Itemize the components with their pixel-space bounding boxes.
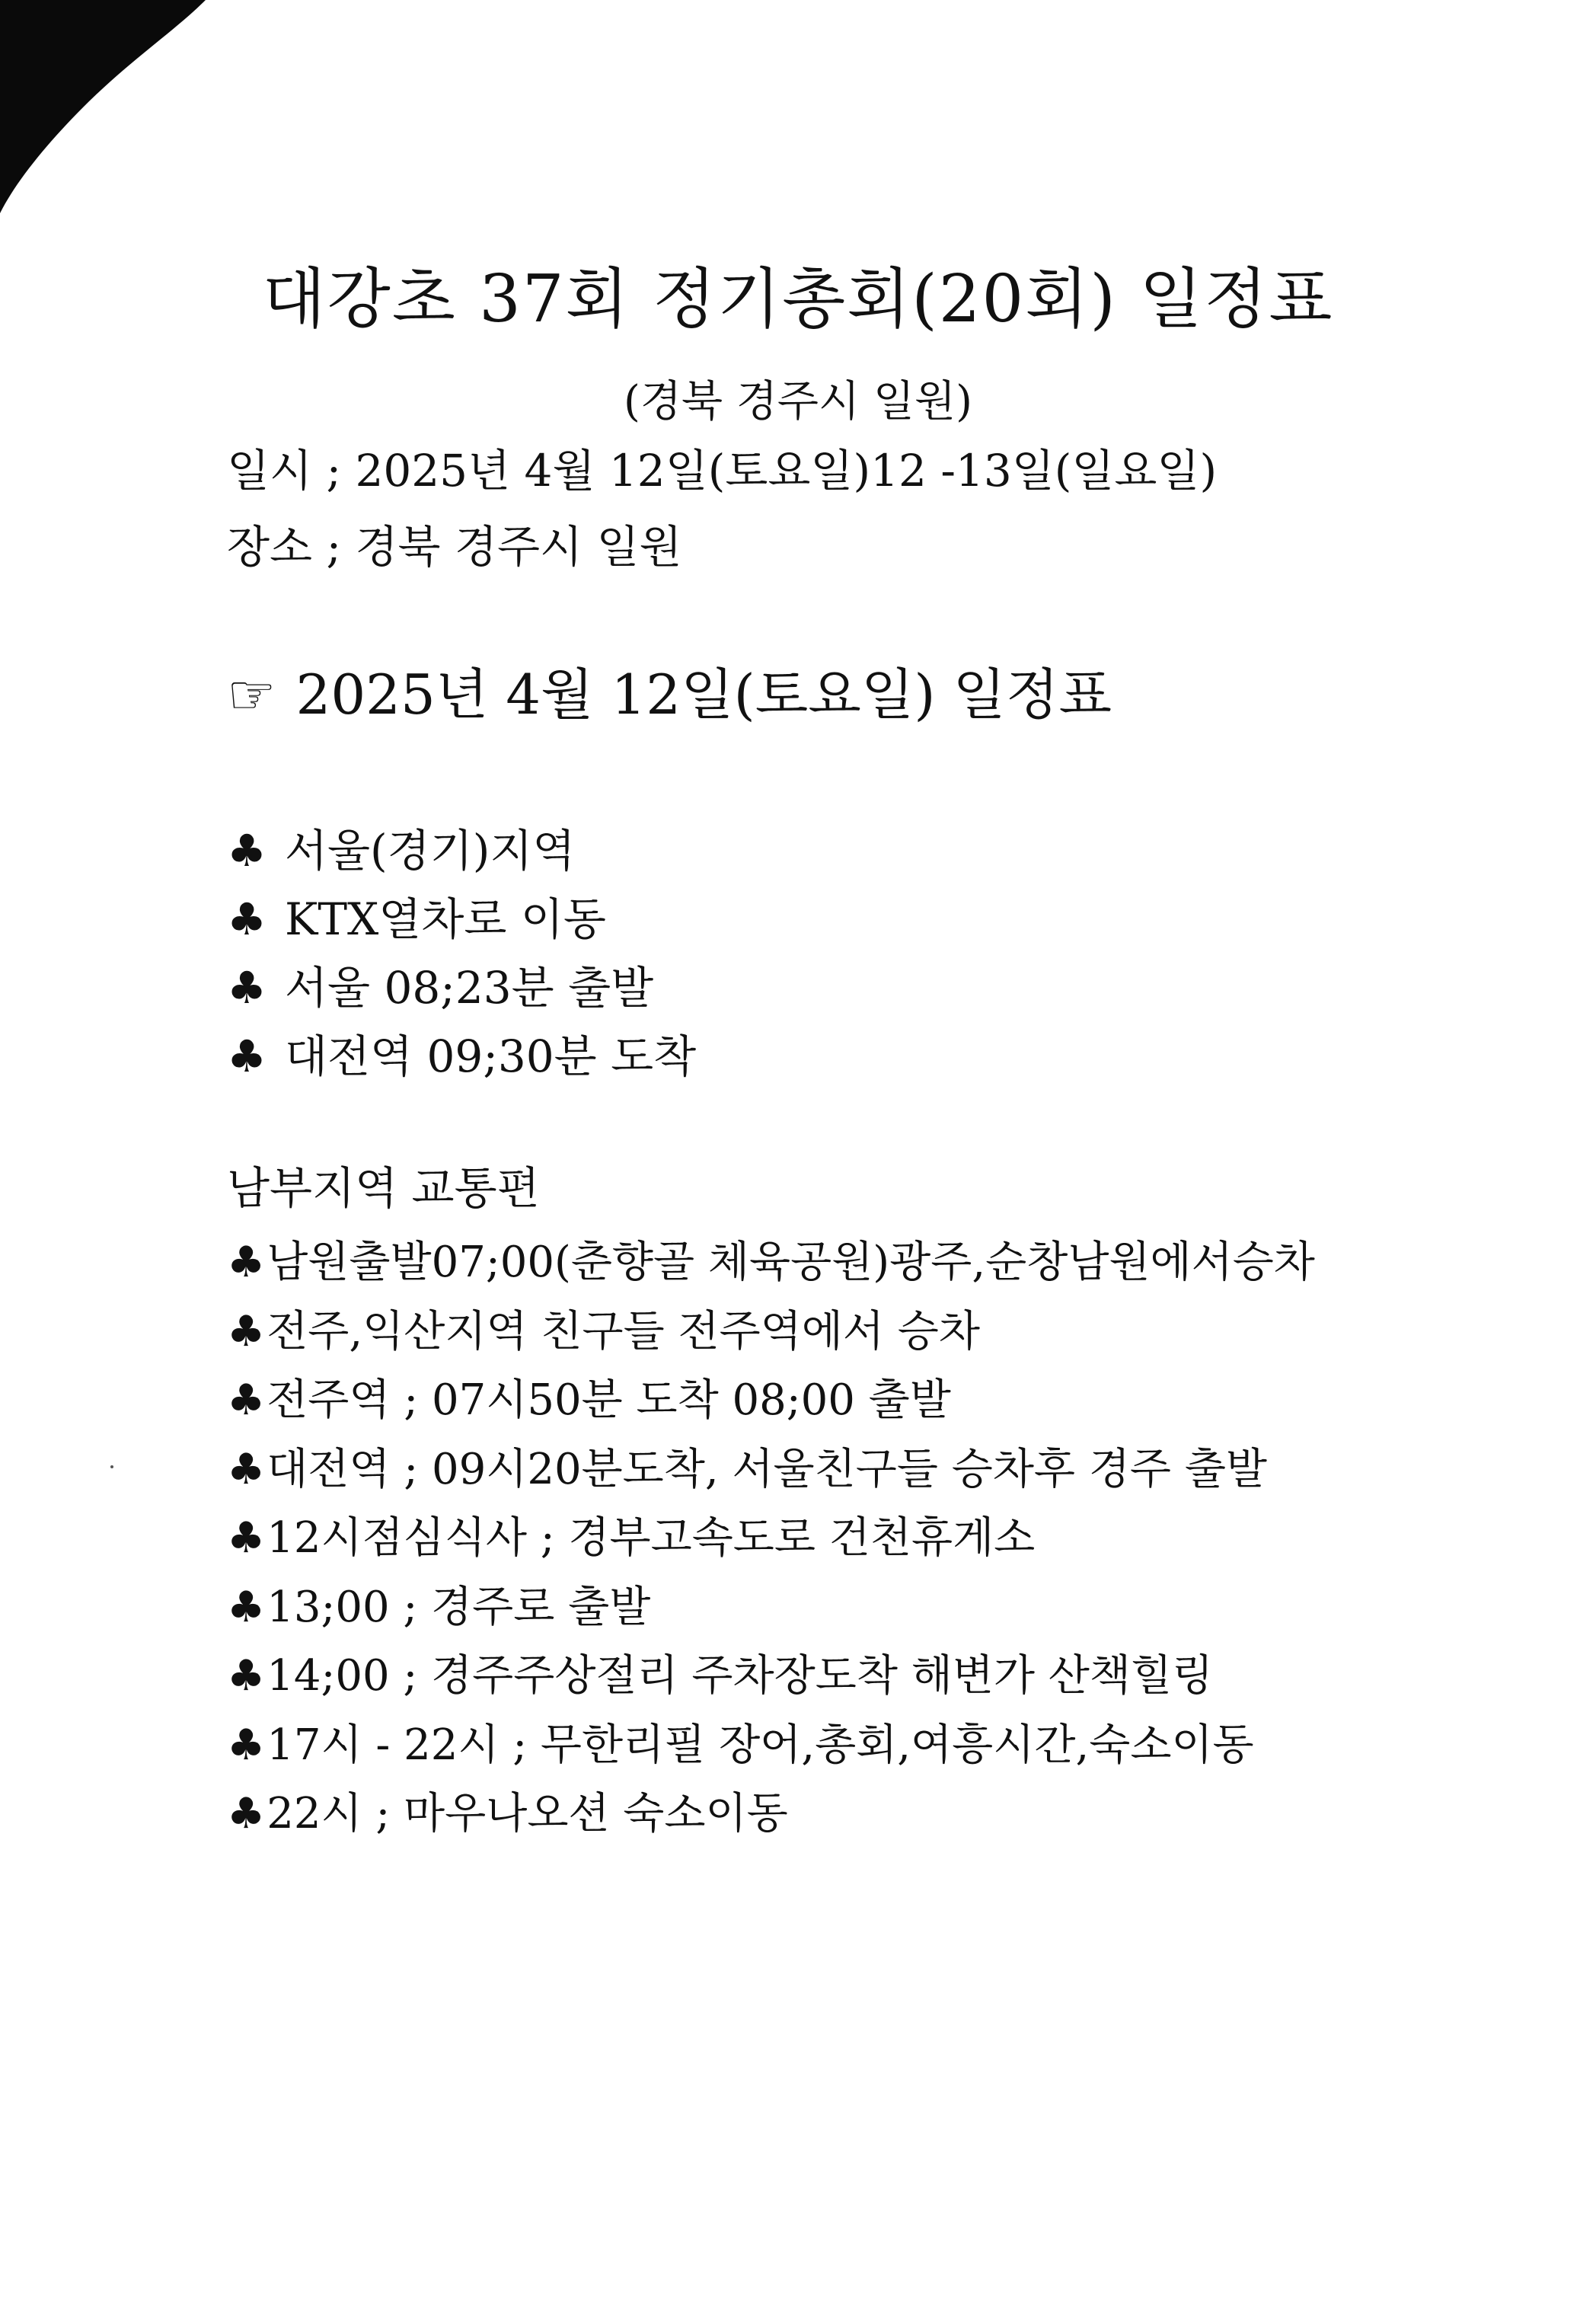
list-item-text: 13;00 ; 경주로 출발 xyxy=(267,1582,651,1632)
club-icon: ♣ xyxy=(227,962,267,1014)
scan-speck xyxy=(110,1465,113,1468)
list-item xyxy=(227,954,696,1022)
pointing-hand-icon: ☞ xyxy=(227,663,276,727)
list-item xyxy=(227,816,696,885)
list-item xyxy=(227,885,696,954)
club-icon: ♣ xyxy=(227,1651,266,1701)
list-item xyxy=(227,1228,1315,1298)
club-icon: ♣ xyxy=(227,1582,266,1632)
scan-corner-shadow xyxy=(0,0,206,213)
list-item xyxy=(227,1504,1315,1573)
list-item xyxy=(227,1573,1315,1643)
day-heading-text: 2025년 4월 12일(토요일) 일정표 xyxy=(295,663,1112,727)
document-title: 대강초 37회 정기총회(20회) 일정표 xyxy=(262,261,1334,337)
south-schedule-list xyxy=(227,1228,1315,1849)
list-item-text: 14;00 ; 경주주상절리 주차장도착 해변가 산책힐링 xyxy=(267,1651,1214,1701)
club-icon: ♣ xyxy=(227,1375,266,1425)
list-item-text: 서울 08;23분 출발 xyxy=(285,962,654,1014)
club-icon: ♣ xyxy=(227,1238,266,1287)
list-item-text: KTX열차로 이동 xyxy=(285,893,606,945)
list-item-text: 남원출발07;00(춘향골 체육공원)광주,순창남원에서승차 xyxy=(267,1238,1315,1287)
list-item-text: 대전역 09;30분 도착 xyxy=(285,1030,697,1082)
date-line: 일시 ; 2025년 4월 12일(토요일)12 -13일(일요일) xyxy=(227,445,1218,497)
list-item-text: 12시점심식사 ; 경부고속도로 건천휴게소 xyxy=(267,1513,1036,1563)
list-item-text: 전주,익산지역 친구들 전주역에서 승차 xyxy=(267,1306,980,1356)
list-item-text: 17시 - 22시 ; 무한리필 장어,총회,여흥시간,숙소이동 xyxy=(267,1720,1254,1770)
list-item-text: 대전역 ; 09시20분도착, 서울친구들 승차후 경주 출발 xyxy=(267,1444,1268,1494)
list-item-text: 서울(경기)지역 xyxy=(285,825,576,877)
club-icon: ♣ xyxy=(227,1789,266,1838)
day-heading xyxy=(227,656,1112,733)
list-item xyxy=(227,1780,1315,1849)
club-icon: ♣ xyxy=(227,893,267,945)
club-icon: ♣ xyxy=(227,1306,266,1356)
club-icon: ♣ xyxy=(227,1720,266,1770)
south-region-heading: 남부지역 교통편 xyxy=(227,1162,540,1214)
list-item-text: 전주역 ; 07시50분 도착 08;00 출발 xyxy=(267,1375,951,1425)
club-icon: ♣ xyxy=(227,1030,267,1082)
list-item xyxy=(227,1711,1315,1781)
list-item xyxy=(227,1366,1315,1436)
list-item xyxy=(227,1298,1315,1367)
document-subtitle: (경북 경주시 일원) xyxy=(624,377,972,426)
seoul-schedule-list xyxy=(227,816,696,1091)
list-item xyxy=(227,1642,1315,1711)
club-icon: ♣ xyxy=(227,825,267,877)
club-icon: ♣ xyxy=(227,1513,266,1563)
list-item xyxy=(227,1022,696,1091)
list-item-text: 22시 ; 마우나오션 숙소이동 xyxy=(267,1789,788,1838)
list-item xyxy=(227,1436,1315,1505)
club-icon: ♣ xyxy=(227,1444,266,1494)
place-line: 장소 ; 경북 경주시 일원 xyxy=(227,521,682,573)
